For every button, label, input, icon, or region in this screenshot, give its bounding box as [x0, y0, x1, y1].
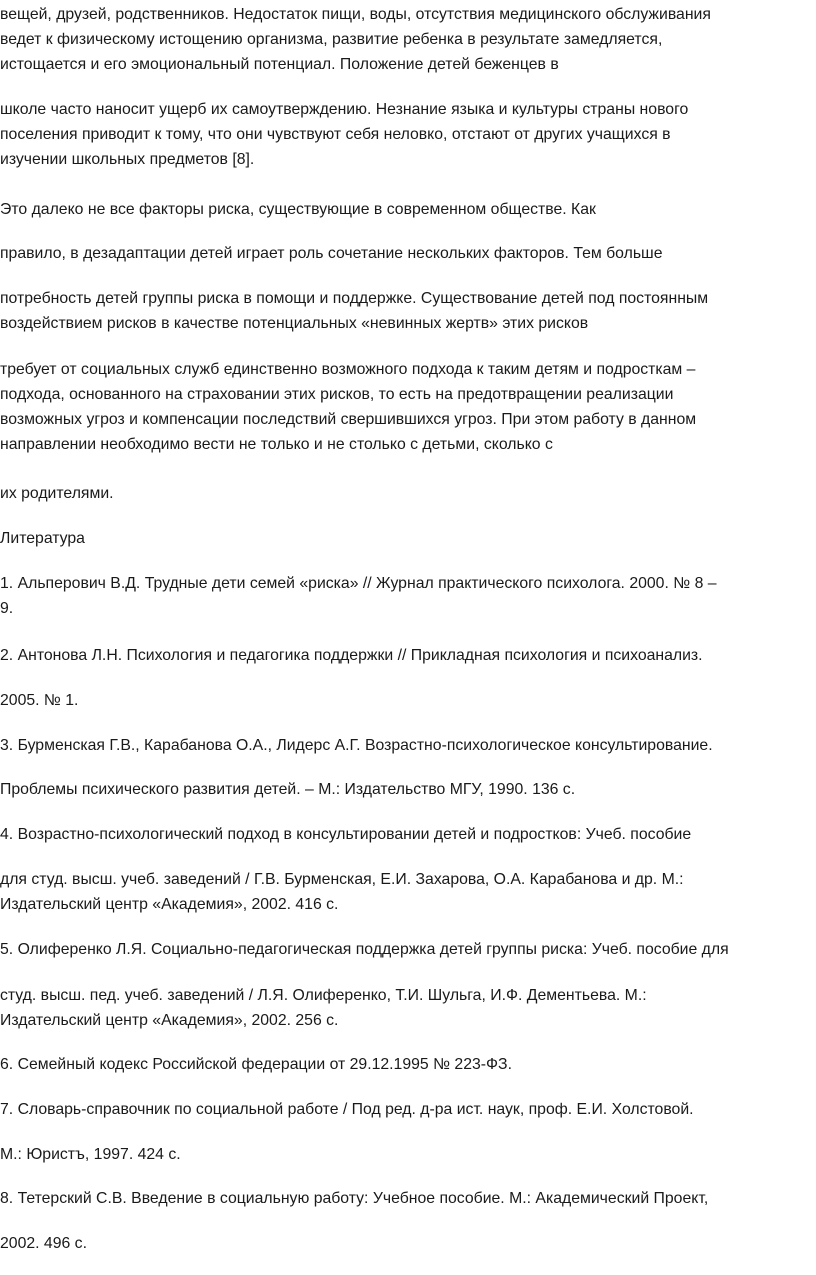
paragraph — [0, 241, 812, 266]
text-line: школе часто наносит ущерб их самоутверждению. Незнание языка и культуры страны нового — [0, 101, 689, 118]
text-line: 3. Бурменская Г.В., Карабанова О.А., Лидерс А.Г. Возрастно-психологическое консультирование. — [0, 737, 713, 754]
text-line: поселения приводит к тому, что они чувствуют себя неловко, отстают от других учащихся в — [0, 126, 671, 143]
text-line: 2002. 496 с. — [0, 1235, 87, 1252]
text-line: их родителями. — [0, 485, 114, 502]
text-line: направлении необходимо вести не только и не столько с детьми, сколько с — [0, 436, 553, 453]
reference-item — [0, 1052, 812, 1077]
paragraph — [0, 97, 812, 172]
reference-item — [0, 1186, 812, 1211]
reference-item — [0, 643, 812, 668]
reference-item — [0, 1231, 812, 1256]
text-line: Проблемы психического развития детей. – М.: Издательство МГУ, 1990. 136 с. — [0, 781, 576, 798]
text-line: возможных угроз и компенсации последствий свершившихся угроз. При этом работу в данном — [0, 411, 697, 428]
text-line: Литература — [0, 530, 85, 547]
text-line: 1. Альперович В.Д. Трудные дети семей «риска» // Журнал практического психолога. 2000. № 8 – — [0, 575, 717, 592]
text-line: 7. Словарь-справочник по социальной работе / Под ред. д-ра ист. наук, проф. Е.И. Холстовой. — [0, 1101, 694, 1118]
paragraph — [0, 481, 812, 506]
text-line: для студ. высш. учеб. заведений / Г.В. Бурменская, Е.И. Захарова, О.А. Карабанова и др. М.: — [0, 871, 684, 888]
paragraph — [0, 286, 812, 336]
text-line: подхода, основанного на страховании этих рисков, то есть на предотвращении реализации — [0, 386, 674, 403]
reference-item — [0, 777, 812, 802]
text-line: студ. высш. пед. учеб. заведений / Л.Я. Олиференко, Т.И. Шульга, И.Ф. Дементьева. М.: — [0, 987, 647, 1004]
text-line: ведет к физическому истощению организма, развитие ребенка в результате замедляется, — [0, 31, 663, 48]
paragraph — [0, 2, 812, 77]
reference-item — [0, 937, 812, 962]
paragraph — [0, 357, 812, 457]
text-line: требует от социальных служб единственно возможного подхода к таким детям и подросткам – — [0, 361, 696, 378]
text-line: потребность детей группы риска в помощи и поддержке. Существование детей под постоянным — [0, 290, 709, 307]
reference-item — [0, 867, 812, 917]
reference-item — [0, 571, 812, 621]
text-line: 2. Антонова Л.Н. Психология и педагогика поддержки // Прикладная психология и психоанализ. — [0, 647, 703, 664]
text-line: правило, в дезадаптации детей играет роль сочетание нескольких факторов. Тем больше — [0, 245, 663, 262]
reference-item — [0, 822, 812, 847]
reference-item — [0, 688, 812, 713]
text-line: Издательский центр «Академия», 2002. 416 с. — [0, 896, 339, 913]
text-line: вещей, друзей, родственников. Недостаток пищи, воды, отсутствия медицинского обслуживания — [0, 6, 711, 23]
reference-item — [0, 733, 812, 758]
text-line: 4. Возрастно-психологический подход в консультировании детей и подростков: Учеб. пособие — [0, 826, 692, 843]
reference-item — [0, 1097, 812, 1122]
reference-item — [0, 1142, 812, 1167]
text-line: изучении школьных предметов [8]. — [0, 151, 255, 168]
text-line: 9. — [0, 600, 14, 617]
paragraph — [0, 197, 812, 222]
text-line: воздействием рисков в качестве потенциальных «невинных жертв» этих рисков — [0, 315, 589, 332]
text-line: М.: Юристъ, 1997. 424 с. — [0, 1146, 181, 1163]
text-line: 5. Олиференко Л.Я. Социально-педагогическая поддержка детей группы риска: Учеб. пособие для — [0, 941, 729, 958]
text-line: Издательский центр «Академия», 2002. 256 с. — [0, 1012, 339, 1029]
text-line: 6. Семейный кодекс Российской федерации от 29.12.1995 № 223-ФЗ. — [0, 1056, 512, 1073]
text-line: Это далеко не все факторы риска, существующие в современном обществе. Как — [0, 201, 596, 218]
text-line: 8. Тетерский С.В. Введение в социальную работу: Учебное пособие. М.: Академический Проект, — [0, 1190, 709, 1207]
reference-item — [0, 983, 812, 1033]
text-line: 2005. № 1. — [0, 692, 79, 709]
references-heading — [0, 526, 812, 551]
text-line: истощается и его эмоциональный потенциал. Положение детей беженцев в — [0, 56, 559, 73]
